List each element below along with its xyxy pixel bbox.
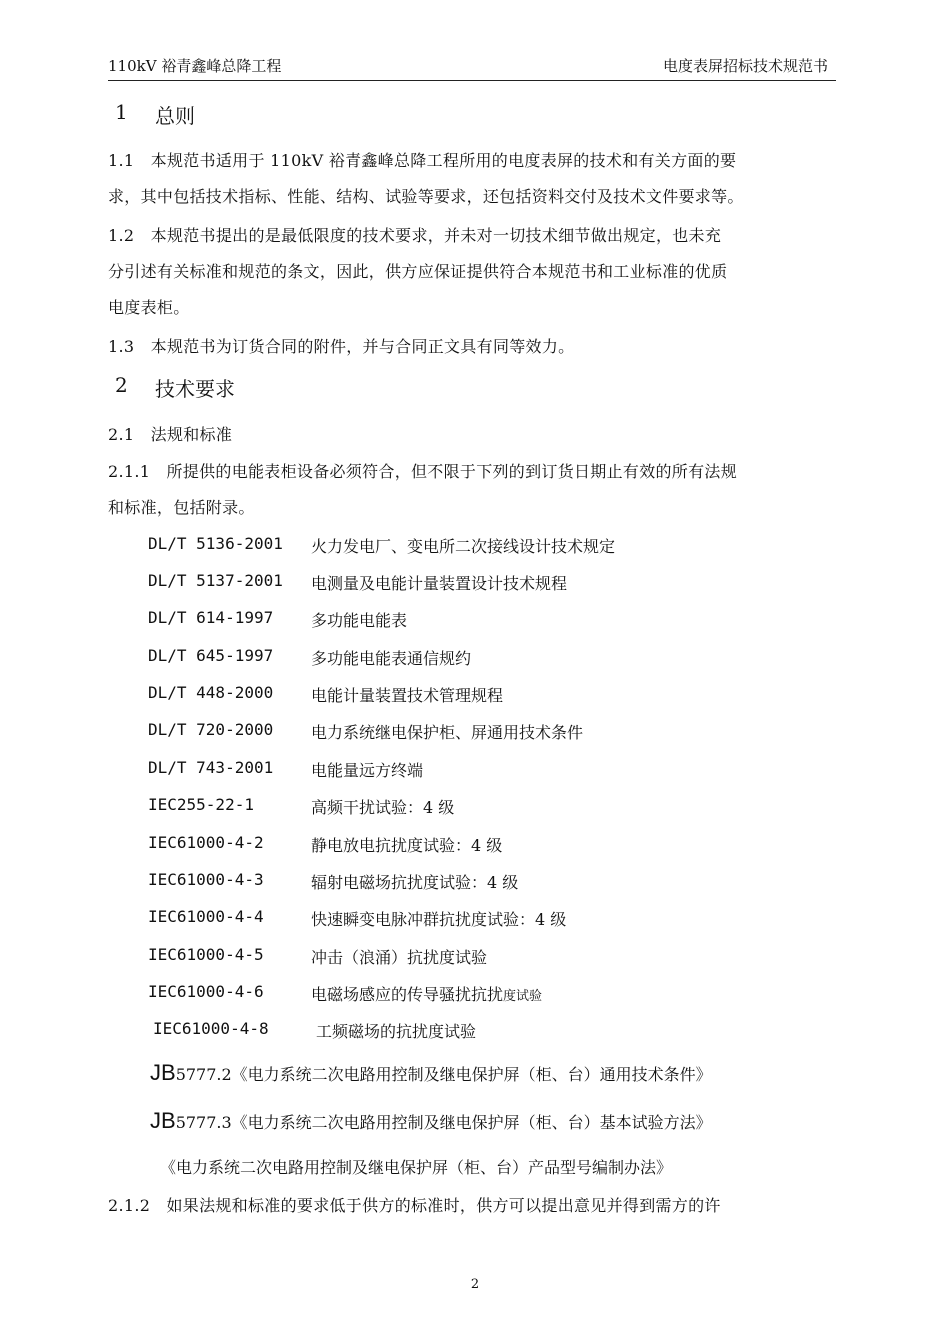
standard-title: 冲击（浪涌）抗扰度试验	[311, 948, 488, 967]
standard-code: DL/T 614-1997	[148, 608, 274, 627]
standard-title: 辐射电磁场抗扰度试验：4 级	[311, 873, 519, 892]
standard-title-small: 度试验	[503, 989, 543, 1004]
standard-code: IEC61000-4-3	[148, 870, 264, 889]
standard-code: DL/T 720-2000	[148, 720, 274, 739]
standard-title: 静电放电抗扰度试验：4 级	[311, 836, 503, 855]
paragraph-1-1-line-1: 1.1 本规范书适用于 110kV 裕青鑫峰总降工程所用的电度表屏的技术和有关方面的要	[108, 151, 737, 170]
heading-2-1: 2.1 法规和标准	[108, 425, 233, 444]
jb-standard-3: 《电力系统二次电路用控制及继电保护屏（柜、台）产品型号编制办法》	[160, 1158, 673, 1177]
section-1-title: 总则	[155, 104, 195, 128]
standard-code: IEC61000-4-8	[153, 1019, 269, 1038]
jb-rest: 5777.2《电力系统二次电路用控制及继电保护屏（柜、台）通用技术条件》	[175, 1065, 712, 1084]
section-2-number: 2	[115, 373, 128, 397]
standard-title: 电能量远方终端	[311, 761, 424, 780]
standard-title: 电测量及电能计量装置设计技术规程	[311, 574, 568, 593]
standard-code: DL/T 5136-2001	[148, 534, 283, 553]
standard-title: 多功能电能表通信规约	[311, 649, 472, 668]
header-right: 电度表屏招标技术规范书	[662, 57, 828, 75]
standard-code: DL/T 448-2000	[148, 683, 274, 702]
standard-code: IEC61000-4-6	[148, 982, 264, 1001]
standard-title: 多功能电能表	[311, 611, 408, 630]
standard-code: DL/T 743-2001	[148, 758, 274, 777]
standard-code: IEC255-22-1	[148, 795, 254, 814]
paragraph-2-1-1-line-2: 和标准，包括附录。	[108, 498, 255, 517]
paragraph-1-3: 1.3 本规范书为订货合同的附件，并与合同正文具有同等效力。	[108, 337, 575, 356]
paragraph-2-1-2: 2.1.2 如果法规和标准的要求低于供方的标准时，供方可以提出意见并得到需方的许	[108, 1196, 721, 1215]
standard-title-main: 电磁场感应的传导骚扰抗扰	[311, 985, 504, 1004]
standard-title: 电能计量装置技术管理规程	[311, 686, 504, 705]
standard-code: DL/T 645-1997	[148, 646, 274, 665]
standard-title: 电力系统继电保护柜、屏通用技术条件	[311, 723, 584, 742]
standard-title: 工频磁场的抗扰度试验	[316, 1022, 477, 1041]
paragraph-2-1-1-line-1: 2.1.1 所提供的电能表柜设备必须符合，但不限于下列的到订货日期止有效的所有法规	[108, 462, 738, 481]
section-2-title: 技术要求	[155, 377, 235, 401]
jb-standard-1	[150, 1060, 712, 1086]
paragraph-1-2-line-1: 1.2 本规范书提出的是最低限度的技术要求，并未对一切技术细节做出规定，也未充	[108, 226, 722, 245]
standard-code: DL/T 5137-2001	[148, 571, 283, 590]
header-left: 110kV 裕青鑫峰总降工程	[108, 57, 282, 75]
page-number: 2	[470, 1277, 480, 1292]
standard-title: 火力发电厂、变电所二次接线设计技术规定	[311, 537, 616, 556]
jb-prefix: JB	[150, 1108, 176, 1133]
standard-title: 快速瞬变电脉冲群抗扰度试验：4 级	[311, 910, 567, 929]
paragraph-1-2-line-3: 电度表柜。	[108, 298, 190, 317]
jb-standard-2	[150, 1108, 712, 1134]
standard-title: 高频干扰试验：4 级	[311, 798, 455, 817]
standard-title	[311, 982, 542, 1005]
paragraph-1-1-line-2: 求，其中包括技术指标、性能、结构、试验等要求，还包括资料交付及技术文件要求等。	[108, 187, 744, 206]
standard-code: IEC61000-4-2	[148, 833, 264, 852]
jb-rest: 5777.3《电力系统二次电路用控制及继电保护屏（柜、台）基本试验方法》	[175, 1113, 712, 1132]
section-1-number: 1	[115, 100, 128, 124]
standard-code: IEC61000-4-4	[148, 907, 264, 926]
standard-code: IEC61000-4-5	[148, 945, 264, 964]
jb-prefix: JB	[150, 1060, 176, 1085]
paragraph-1-2-line-2: 分引述有关标准和规范的条文，因此，供方应保证提供符合本规范书和工业标准的优质	[108, 262, 728, 281]
header-divider	[108, 80, 836, 81]
